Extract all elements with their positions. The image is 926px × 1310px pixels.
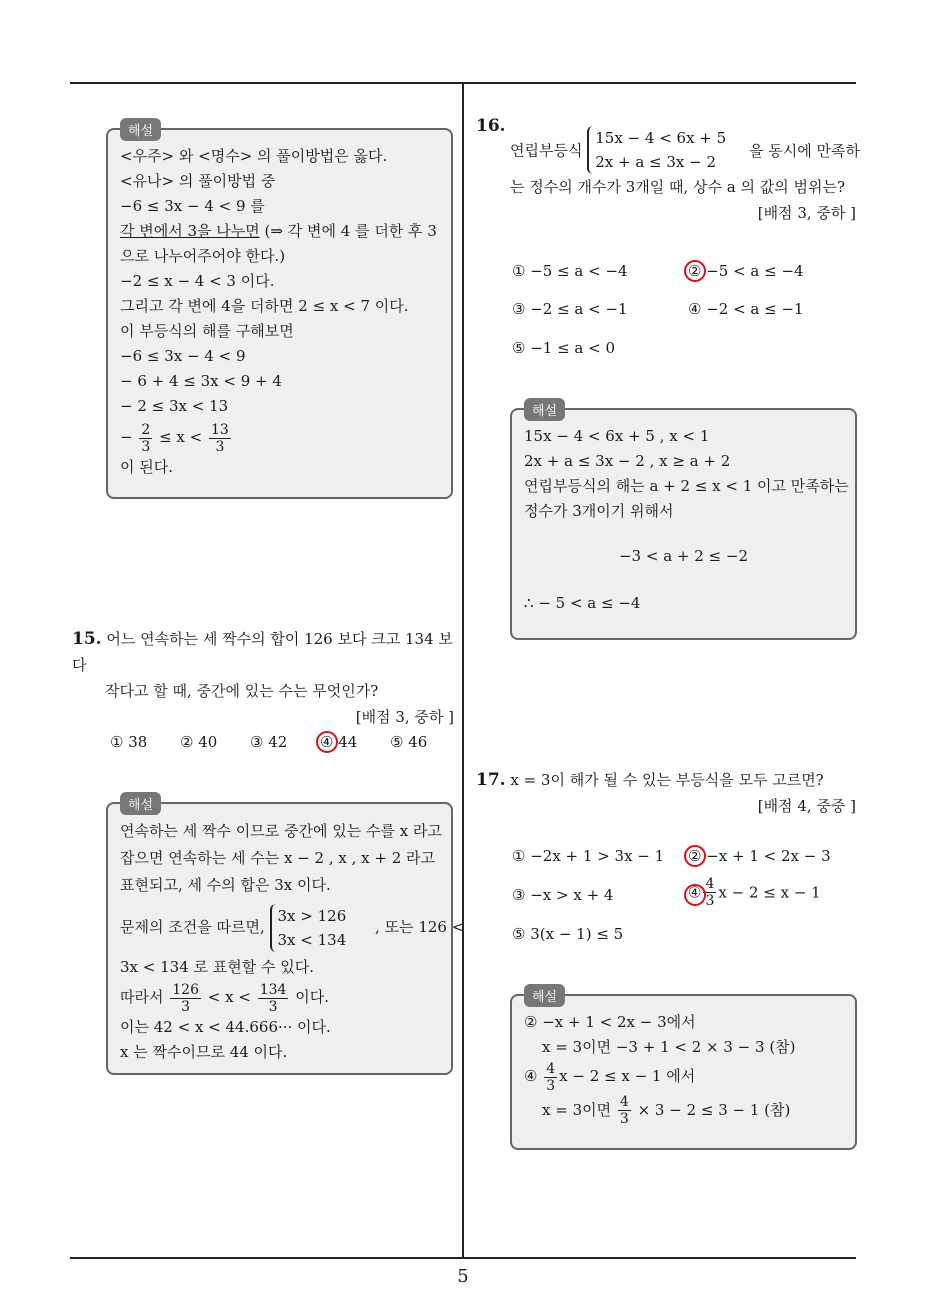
question-number: 16. [476, 116, 506, 136]
explanation-tag: 해설 [120, 118, 161, 141]
question-text: 작다고 할 때, 중간에 있는 수는 무엇인가? [105, 682, 379, 700]
explanation-box-16 [510, 404, 857, 640]
explanation-box-15 [106, 798, 465, 1075]
text-line: − 2 ≤ 3x < 13 [120, 397, 229, 415]
question-17: 17. x = 3이 해가 될 수 있는 부등식을 모두 고르면? [배점 4, 중중 ] [476, 767, 856, 819]
choice-2[interactable]: ② 40 [180, 733, 218, 751]
inequality-system: 3x > 126 3x < 134 [270, 904, 347, 952]
text-line: −3 < a + 2 ≤ −2 [618, 547, 749, 565]
text-line: 연립부등식의 해는 a + 2 ≤ x < 1 이고 만족하는 [524, 477, 849, 495]
fraction: $\frac{4}{3}$ [619, 1094, 629, 1127]
text-line: 이는 42 < x < 44.666··· 이다. [120, 1017, 331, 1036]
choice-4[interactable]: ④ −2 < a ≤ −1 [688, 300, 804, 318]
text-line: −6 ≤ 3x − 4 < 9 를 [120, 197, 265, 215]
fraction: $\frac{4}{3}$ [546, 1060, 556, 1094]
explanation-box-14 [106, 124, 453, 499]
choice-4[interactable]: ④ $\frac{4}{3}$ x − 2 ≤ x − 1 [688, 876, 821, 909]
text-line: 15x − 4 < 6x + 5 , x < 1 [524, 427, 710, 445]
explanation-box-17 [510, 990, 857, 1150]
fraction: $\frac{134}{3}$ [259, 981, 287, 1015]
text-line: 정수가 3개이기 위해서 [524, 502, 674, 520]
text-line: 2x + a ≤ 3x − 2 , x ≥ a + 2 [524, 452, 731, 470]
text-line: <우주> 와 <명수> 의 풀이방법은 옳다. [120, 147, 388, 165]
text-line: 표현되고, 세 수의 합은 3x 이다. [120, 876, 331, 894]
text-line: <유나> 의 풀이방법 중 [120, 172, 276, 190]
question-15: 15. 어느 연속하는 세 짝수의 합이 126 보다 크고 134 보다 작다고 할 때, 중간에 있는 수는 무엇인가? [배점 3, 중하 ] [72, 626, 454, 730]
question-number: 17. [476, 770, 506, 790]
difficulty-label: [배점 3, 중하 ] [355, 708, 454, 726]
text-line: 3x < 134 로 표현할 수 있다. [120, 958, 315, 976]
choice-4[interactable]: ④ 44 [320, 733, 358, 751]
choice-3[interactable]: ③ −x > x + 4 [512, 886, 614, 904]
explanation-tag: 해설 [120, 792, 161, 815]
choice-5[interactable]: ⑤ 3(x − 1) ≤ 5 [512, 925, 624, 943]
underlined-text: 각 변에서 3을 나누면 [120, 222, 260, 240]
text-line: 각 변에서 3을 나누면 (⇒ 각 변에 4 를 더한 후 3 [120, 222, 437, 240]
text-line: 잡으면 연속하는 세 수는 x − 2 , x , x + 2 라고 [120, 849, 436, 867]
fraction-line: − $\frac{2}{3}$ ≤ x < $\frac{13}{3}$ [120, 421, 229, 455]
text-line: −6 ≤ 3x − 4 < 9 [120, 347, 246, 365]
text-line: 으로 나누어주어야 한다.) [120, 247, 286, 265]
inequality-system: 15x − 4 < 6x + 5 2x + a ≤ 3x − 2 [587, 126, 726, 174]
fraction-line: ④ $\frac{4}{3}$ x − 2 ≤ x − 1 에서 [524, 1060, 696, 1094]
text-line: 연속하는 세 짝수 이므로 중간에 있는 수를 x 라고 [120, 822, 442, 840]
text-line: −2 ≤ x − 4 < 3 이다. [120, 272, 275, 290]
page-number: 5 [457, 1266, 469, 1287]
choice-1[interactable]: ① −2x + 1 > 3x − 1 [512, 847, 665, 865]
fraction-line: 따라서 $\frac{126}{3}$ < x < $\frac{134}{3}$ 이다. [120, 981, 329, 1015]
answer-circle-mark [684, 260, 706, 282]
explanation-tag: 해설 [524, 984, 565, 1007]
answer-circle-mark [684, 845, 706, 867]
choice-5[interactable]: ⑤ −1 ≤ a < 0 [512, 339, 616, 357]
text-line: 이 부등식의 해를 구해보면 [120, 322, 294, 340]
choice-1[interactable]: ① −5 ≤ a < −4 [512, 262, 628, 280]
fraction: $\frac{126}{3}$ [172, 981, 199, 1015]
column-divider [462, 84, 464, 1258]
answer-circle-mark [316, 731, 338, 753]
explanation-tag: 해설 [524, 398, 565, 421]
question-number: 15. [72, 629, 102, 649]
fraction-line: x = 3이면 $\frac{4}{3}$ × 3 − 2 ≤ 3 − 1 (참) [542, 1094, 791, 1127]
choice-3[interactable]: ③ −2 ≤ a < −1 [512, 300, 628, 318]
text-line: ② −x + 1 < 2x − 3에서 [524, 1013, 696, 1031]
choice-2[interactable]: ② −5 < a ≤ −4 [688, 262, 804, 280]
answer-circle-mark [684, 884, 706, 906]
text-line: 이 된다. [120, 458, 174, 476]
text-line: − 6 + 4 ≤ 3x < 9 + 4 [120, 372, 282, 390]
bottom-rule [70, 1257, 856, 1259]
choice-1[interactable]: ① 38 [110, 733, 148, 751]
text-line: ∴ − 5 < a ≤ −4 [524, 594, 641, 612]
fraction: $\frac{13}{3}$ [210, 421, 229, 455]
choice-2[interactable]: ② −x + 1 < 2x − 3 [688, 847, 831, 865]
text-line: 그리고 각 변에 4을 더하면 2 ≤ x < 7 이다. [120, 297, 409, 315]
choice-3[interactable]: ③ 42 [250, 733, 288, 751]
text-line: x 는 짝수이므로 44 이다. [120, 1042, 288, 1061]
question-text: 는 정수의 개수가 3개일 때, 상수 a 의 값의 범위는? [510, 178, 846, 196]
difficulty-label: [배점 4, 중중 ] [757, 797, 856, 815]
question-16 [476, 116, 860, 226]
fraction: $\frac{4}{3}$ [705, 876, 715, 909]
difficulty-label: [배점 3, 중하 ] [757, 204, 856, 222]
system-line: 문제의 조건을 따르면, 3x > 126 3x < 134 , 또는 126 < [120, 899, 439, 955]
text-line: x = 3이면 −3 + 1 < 2 × 3 − 3 (참) [542, 1038, 796, 1056]
fraction: $\frac{2}{3}$ [141, 421, 151, 455]
choice-5[interactable]: ⑤ 46 [390, 733, 428, 751]
question-system-line: 연립부등식 15x − 4 < 6x + 5 2x + a ≤ 3x − 2 을 동시에 만족하 [476, 126, 856, 174]
